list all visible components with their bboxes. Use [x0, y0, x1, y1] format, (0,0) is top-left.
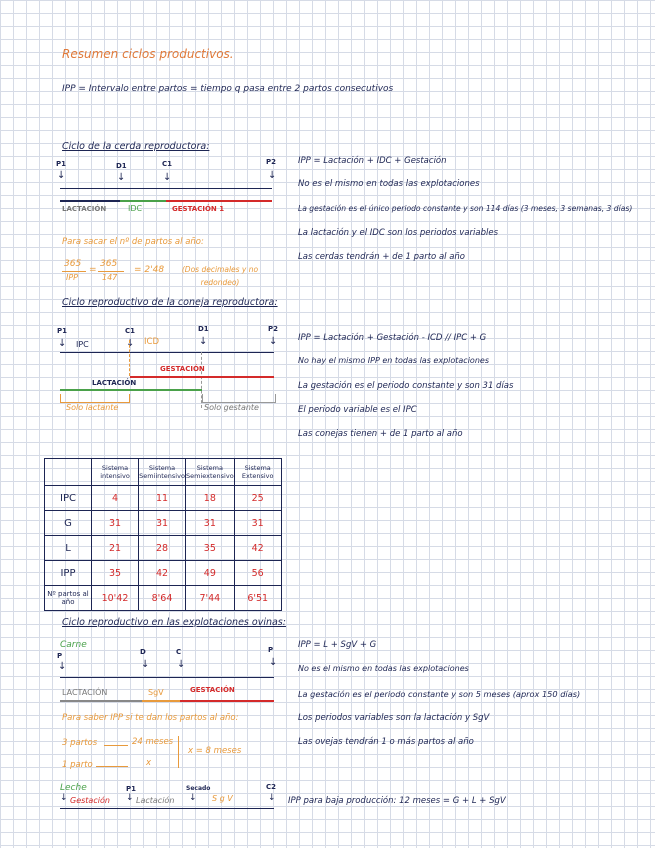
rule-a: 3 partos [62, 738, 98, 748]
row-label: Nº partos al año [45, 586, 92, 611]
cerda-right-1: IPP = Lactación + IDC + Gestación [298, 156, 447, 166]
table-cell: 42 [234, 536, 281, 561]
table-header: Sistema Semiintensivo [139, 459, 186, 486]
row-label: IPP [45, 561, 92, 586]
coneja-right-4: El periodo variable es el IPC [298, 405, 417, 415]
table-cell: 31 [186, 511, 235, 536]
coneja-seg-ipc: IPC [76, 340, 89, 349]
table-cell: 7'44 [186, 586, 235, 611]
coneja-right-2: No hay el mismo IPP en todas las explotaciones [298, 356, 489, 365]
systems-table [44, 458, 282, 611]
ovina-marker-p1: P [57, 652, 63, 660]
cerda-right-4: La lactación y el IDC son los periodos variables [298, 228, 499, 238]
coneja-marker-p2: P2 [268, 325, 279, 333]
solo-gestante: Solo gestante [204, 403, 259, 412]
ovina-marker-c: C [176, 648, 182, 656]
leche-seg-sgv: S g V [212, 794, 233, 803]
rule-dash [96, 766, 128, 767]
rule-c: 1 parto [62, 760, 93, 770]
ovina-marker-d: D [140, 648, 146, 656]
solo-lactante-bracket [60, 394, 130, 403]
table-cell: 49 [186, 561, 235, 586]
fraction-bar [62, 271, 86, 272]
coneja-heading: Ciclo reproductivo de la coneja reproductora: [62, 297, 278, 308]
table-corner [45, 459, 92, 486]
cerda-right-2: No es el mismo en todas las explotaciones [298, 179, 480, 189]
cerda-note: Para sacar el nº de partos al año: [62, 237, 204, 247]
leche-timeline [60, 808, 274, 809]
formula-num: 365 [64, 259, 82, 269]
ovina-right-4: Los periodos variables son la lactación y SgV [298, 713, 490, 723]
cerda-right-3: La gestación es el único periodo constante y son 114 días (3 meses, 3 semanas, 3 días) [298, 204, 633, 213]
cerda-gestacion-bar [166, 200, 272, 202]
cerda-marker-p2: P2 [266, 158, 277, 166]
table-cell: 6'51 [234, 586, 281, 611]
table-cell: 28 [139, 536, 186, 561]
table-cell: 21 [92, 536, 139, 561]
table-cell: 31 [139, 511, 186, 536]
arrow-down-icon: ↓ [117, 172, 126, 183]
cerda-right-5: Las cerdas tendrán + de 1 parto al año [298, 252, 466, 262]
table-cell: 11 [139, 486, 186, 511]
ipp-definition: IPP = Intervalo entre partos = tiempo q pasa entre 2 partos consecutivos [62, 84, 394, 94]
cerda-lactacion-bar [60, 200, 120, 202]
formula-den2: 147 [102, 273, 118, 282]
coneja-c1-dash [129, 340, 130, 376]
ovina-seg-gestacion: GESTACIÓN [190, 686, 235, 694]
table-cell: 10'42 [92, 586, 139, 611]
ovina-leche: Leche [60, 783, 87, 793]
coneja-marker-p1: P1 [57, 327, 68, 335]
arrow-down-icon: ↓ [268, 170, 277, 181]
table-cell: 42 [139, 561, 186, 586]
coneja-gestacion-bar [130, 376, 274, 378]
table-header-row [45, 459, 282, 486]
table-row [45, 511, 282, 536]
formula-note: (Dos decimales y no redondeo) [181, 265, 259, 287]
cerda-seg-gestacion: GESTACIÓN 1 [172, 205, 225, 213]
leche-seg-lactacion: Lactación [136, 796, 175, 805]
table-header: Sistema Semiextensivo [186, 459, 235, 486]
ovina-gestacion-bar [180, 700, 274, 702]
leche-marker-p1: P1 [126, 785, 137, 793]
rule-dash [104, 745, 128, 746]
ovina-right-3: La gestación es el periodo constante y son 5 meses (aprox 150 días) [298, 689, 581, 699]
ovina-right-1: IPP = L + SgV + G [298, 640, 377, 650]
coneja-right-5: Las conejas tienen + de 1 parto al año [298, 429, 463, 439]
ovina-right-5: Las ovejas tendrán 1 o más partos al año [298, 737, 474, 747]
arrow-down-icon: ↓ [126, 793, 134, 803]
formula-den: IPP [66, 273, 79, 282]
ovina-seg-lactacion: LACTACIÓN [62, 688, 108, 697]
table-header: Sistema intensivo [92, 459, 139, 486]
arrow-down-icon: ↓ [163, 172, 172, 183]
ovina-marker-p2: P [268, 646, 274, 654]
arrow-down-icon: ↓ [57, 170, 66, 181]
coneja-seg-icd: ICD [144, 337, 159, 347]
arrow-down-icon: ↓ [268, 793, 276, 803]
table-cell: 31 [234, 511, 281, 536]
coneja-right-1: IPP = Lactación + Gestación - ICD // IPC + G [298, 333, 487, 343]
table-cell: 25 [234, 486, 281, 511]
table-row [45, 586, 282, 611]
coneja-timeline [60, 352, 274, 353]
table-row [45, 561, 282, 586]
ovina-heading: Ciclo reproductivo en las explotaciones ovinas: [62, 617, 286, 628]
table-cell: 18 [186, 486, 235, 511]
cerda-idc-bar [120, 200, 166, 202]
equals: = [89, 265, 97, 275]
ovina-note: Para saber IPP si te dan los partos al año: [62, 713, 239, 723]
arrow-down-icon: ↓ [177, 659, 186, 670]
arrow-down-icon: ↓ [126, 338, 135, 349]
arrow-down-icon: ↓ [189, 793, 197, 803]
coneja-right-3: La gestación es el periodo constante y son 31 días [298, 381, 514, 391]
cerda-marker-c1: C1 [162, 160, 173, 168]
ovina-lactacion-bar [60, 700, 142, 702]
table-cell: 35 [186, 536, 235, 561]
arrow-down-icon: ↓ [58, 338, 67, 349]
formula-result: = 2'48 [134, 265, 165, 275]
page-title: Resumen ciclos productivos. [62, 47, 234, 61]
rule-result: x = 8 meses [188, 746, 242, 756]
table-cell: 31 [92, 511, 139, 536]
leche-marker-c2: C2 [266, 783, 277, 791]
leche-marker-secado: Secado [186, 785, 211, 792]
ovina-baja: IPP para baja producción: 12 meses = G + L + SgV [288, 796, 506, 806]
cerda-marker-d1: D1 [116, 162, 127, 170]
ovina-seg-sgv: SgV [148, 688, 164, 697]
coneja-marker-c1: C1 [125, 327, 136, 335]
arrow-down-icon: ↓ [199, 336, 208, 347]
table-cell: 35 [92, 561, 139, 586]
leche-seg-gestacion: Gestación [70, 796, 110, 805]
table-cell: 56 [234, 561, 281, 586]
solo-gestante-bracket [202, 394, 276, 403]
ovina-timeline [60, 677, 274, 678]
cerda-seg-lactacion: LACTACIÓN [62, 205, 107, 213]
ovina-carne: Carne [60, 640, 87, 650]
arrow-down-icon: ↓ [58, 661, 67, 672]
coneja-seg-lactacion: LACTACIÓN [92, 379, 137, 387]
arrow-down-icon: ↓ [141, 659, 150, 670]
fraction-bar [98, 271, 124, 272]
ovina-right-2: No es el mismo en todas las explotaciones [298, 664, 469, 673]
rule-b: 24 meses [132, 737, 174, 747]
coneja-seg-gestacion: GESTACIÓN [160, 365, 205, 373]
row-label: G [45, 511, 92, 536]
table-row [45, 536, 282, 561]
coneja-marker-d1: D1 [198, 325, 209, 333]
formula-num2: 365 [100, 259, 118, 269]
arrow-down-icon: ↓ [269, 336, 278, 347]
row-label: IPC [45, 486, 92, 511]
solo-lactante: Solo lactante [66, 403, 119, 412]
table-cell: 4 [92, 486, 139, 511]
table-cell: 8'64 [139, 586, 186, 611]
coneja-lactacion-bar [60, 389, 202, 391]
cerda-timeline [60, 188, 272, 189]
rule-brace [178, 736, 183, 768]
table-row [45, 486, 282, 511]
arrow-down-icon: ↓ [269, 657, 278, 668]
cerda-marker-p1: P1 [56, 160, 67, 168]
rule-d: x [146, 758, 152, 768]
table-header: Sistema Extensivo [234, 459, 281, 486]
row-label: L [45, 536, 92, 561]
cerda-heading: Ciclo de la cerda reproductora: [62, 141, 210, 152]
arrow-down-icon: ↓ [60, 793, 68, 803]
cerda-seg-idc: IDC [128, 204, 143, 213]
ovina-sgv-bar [142, 700, 180, 702]
